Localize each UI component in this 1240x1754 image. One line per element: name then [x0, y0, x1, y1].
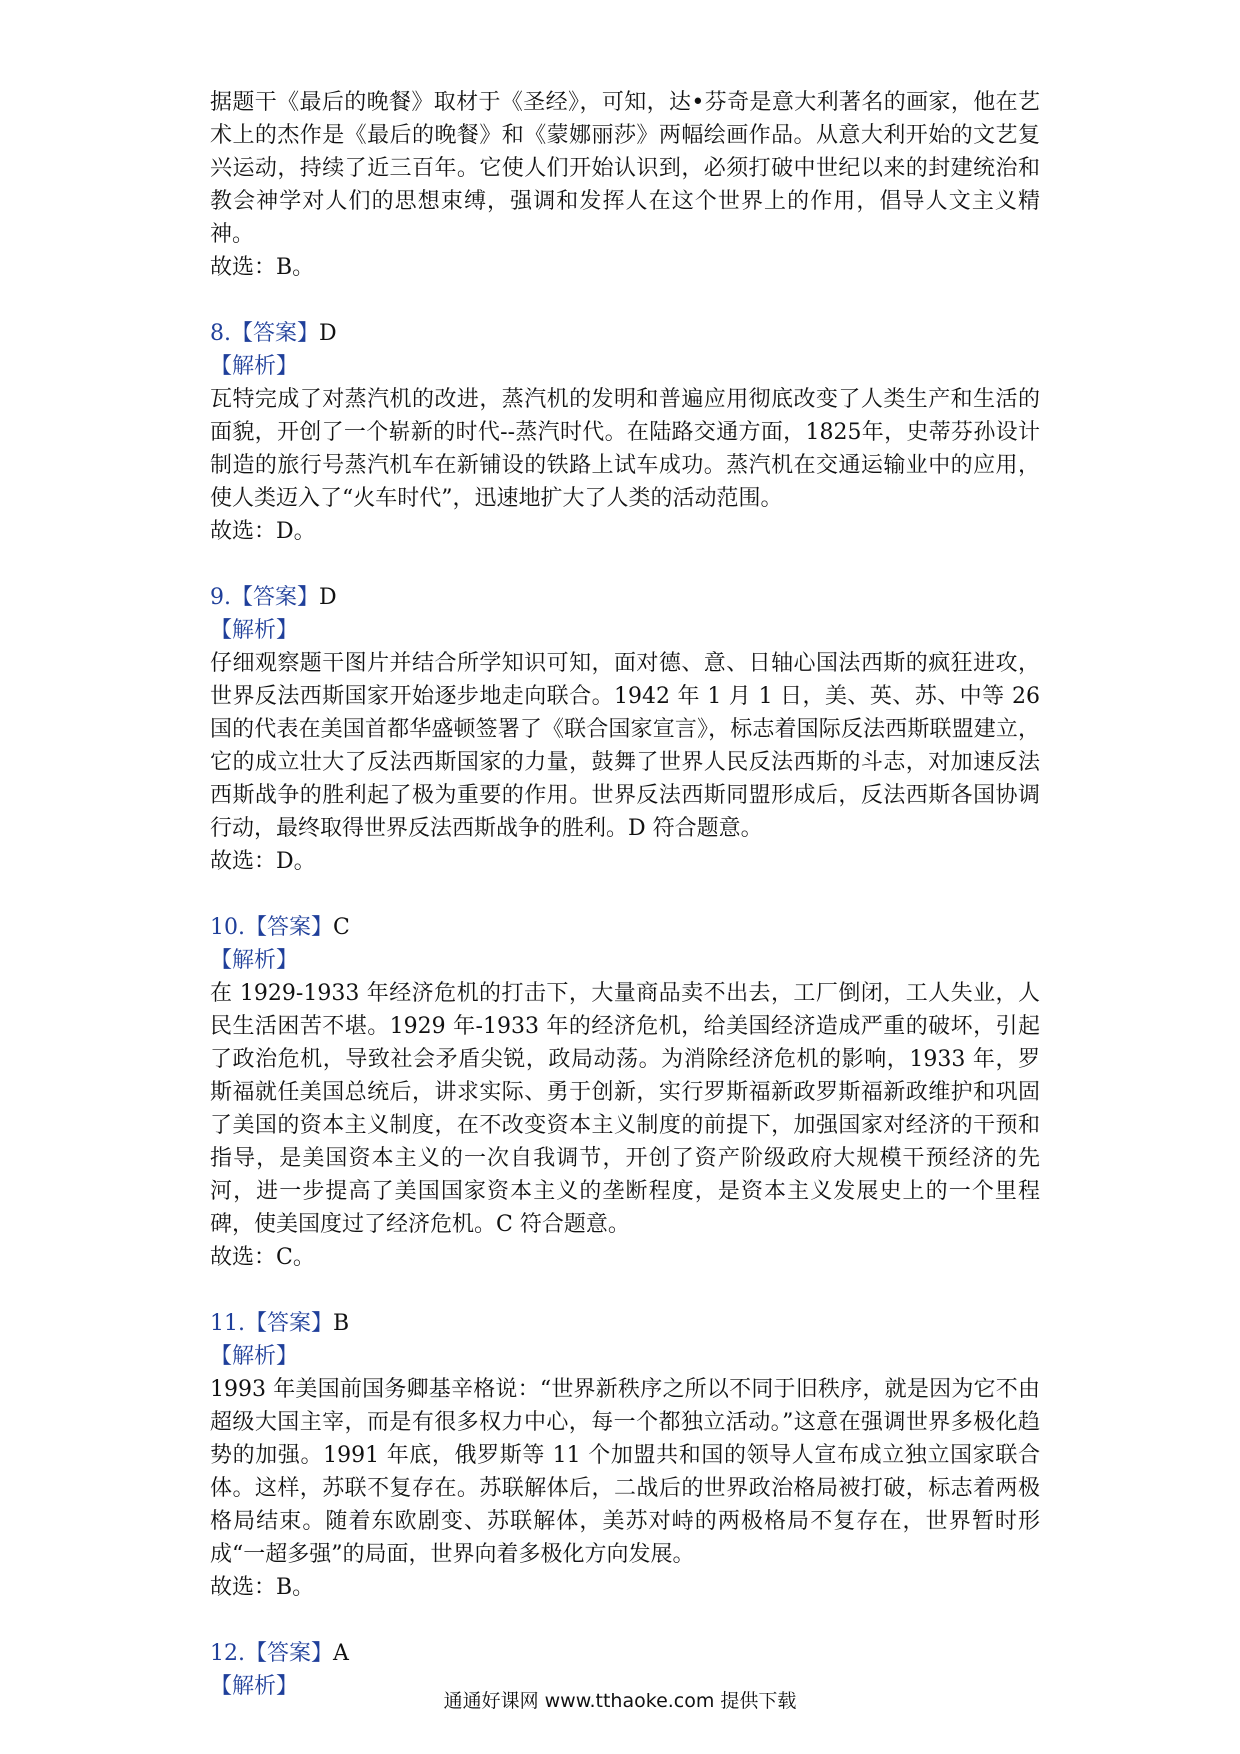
question-number: 12. — [210, 1641, 245, 1666]
question-8 — [210, 317, 1040, 548]
question-11-answer-line — [210, 1307, 1040, 1340]
analysis-label: 【解析】 — [210, 1344, 299, 1369]
question-number: 11. — [210, 1311, 245, 1336]
question-8-answer-line — [210, 317, 1040, 350]
question-12-answer-line — [210, 1637, 1040, 1670]
answer-pick: 故选：D。 — [210, 519, 316, 544]
question-number: 9. — [210, 585, 231, 610]
page-footer: 通通好课网 www.tthaoke.com 提供下载 — [443, 1690, 797, 1712]
question-11 — [210, 1307, 1040, 1604]
analysis-text: 瓦特完成了对蒸汽机的改进，蒸汽机的发明和普遍应用彻底改变了人类生产和生活的面貌，开创了一个崭新的时代--蒸汽时代。在陆路交通方面，1825年，史蒂芬孙设计制造的旅行号蒸汽机车在新铺设的铁路上试车成功。蒸汽机在交通运输业中的应用，使人类迈入了“火车时代”，迅速地扩大了人类的活动范围。 — [210, 387, 1040, 511]
document-body — [210, 86, 1040, 1703]
question-10-answer-line — [210, 911, 1040, 944]
intro-analysis-text: 据题干《最后的晚餐》取材于《圣经》，可知，达•芬奇是意大利著名的画家，他在艺术上的杰作是《最后的晚餐》和《蒙娜丽莎》两幅绘画作品。从意大利开始的文艺复兴运动，持续了近三百年。它使人们开始认识到，必须打破中世纪以来的封建统治和教会神学对人们的思想束缚，强调和发挥人在这个世界上的作用，倡导人文主义精神。 — [210, 90, 1040, 247]
analysis-text: 在 1929-1933 年经济危机的打击下，大量商品卖不出去，工厂倒闭，工人失业，人民生活困苦不堪。1929 年-1933 年的经济危机，给美国经济造成严重的破坏，引起了政治危机，导致社会矛盾尖锐，政局动荡。为消除经济危机的影响，1933 年，罗斯福就任美国总统后，讲求实际、勇于创新，实行罗斯福新政罗斯福新政维护和巩固了美国的资本主义制度，在不改变资本主义制度的前提下，加强国家对经济的干预和指导，是美国资本主义的一次自我调节，开创了资产阶级政府大规模干预经济的先河，进一步提高了美国国家资本主义的垄断程度，是资本主义发展史上的一个里程碑，使美国度过了经济危机。C 符合题意。 — [210, 981, 1040, 1237]
question-number: 10. — [210, 915, 245, 940]
question-number: 8. — [210, 321, 231, 346]
analysis-label: 【解析】 — [210, 1674, 299, 1699]
answer-label: 【答案】 — [245, 915, 334, 940]
intro-pick: 故选：B。 — [210, 255, 315, 280]
answer-value: C — [333, 915, 350, 940]
spacer — [210, 1274, 1040, 1307]
answer-label: 【答案】 — [231, 585, 320, 610]
analysis-text: 1993 年美国前国务卿基辛格说：“世界新秩序之所以不同于旧秩序，就是因为它不由超级大国主宰，而是有很多权力中心，每一个都独立活动。”这意在强调世界多极化趋势的加强。1991 年底，俄罗斯等 11 个加盟共和国的领导人宣布成立独立国家联合体。这样，苏联不复存在。苏联解体后，二战后的世界政治格局被打破，标志着两极格局结束。随着东欧剧变、苏联解体，美苏对峙的两极格局不复存在，世界暂时形成“一超多强”的局面，世界向着多极化方向发展。 — [210, 1377, 1040, 1567]
spacer — [210, 284, 1040, 317]
question-10 — [210, 911, 1040, 1274]
answer-label: 【答案】 — [245, 1311, 334, 1336]
spacer — [210, 1604, 1040, 1637]
analysis-label: 【解析】 — [210, 618, 299, 643]
question-9 — [210, 581, 1040, 878]
spacer — [210, 548, 1040, 581]
answer-pick: 故选：B。 — [210, 1575, 315, 1600]
analysis-label: 【解析】 — [210, 948, 299, 973]
answer-value: B — [333, 1311, 350, 1336]
answer-pick: 故选：D。 — [210, 849, 316, 874]
answer-label: 【答案】 — [231, 321, 320, 346]
answer-value: A — [333, 1641, 349, 1666]
spacer — [210, 878, 1040, 911]
answer-value: D — [319, 585, 337, 610]
answer-label: 【答案】 — [245, 1641, 334, 1666]
analysis-text: 仔细观察题干图片并结合所学知识可知，面对德、意、日轴心国法西斯的疯狂进攻，世界反法西斯国家开始逐步地走向联合。1942 年 1 月 1 日，美、英、苏、中等 26 国的代表在美国首都华盛顿签署了《联合国家宣言》，标志着国际反法西斯联盟建立，它的成立壮大了反法西斯国家的力量，鼓舞了世界人民反法西斯的斗志，对加速反法西斯战争的胜利起了极为重要的作用。世界反法西斯同盟形成后，反法西斯各国协调行动，最终取得世界反法西斯战争的胜利。D 符合题意。 — [210, 651, 1040, 841]
analysis-label: 【解析】 — [210, 354, 299, 379]
question-9-answer-line — [210, 581, 1040, 614]
answer-value: D — [319, 321, 337, 346]
answer-pick: 故选：C。 — [210, 1245, 315, 1270]
